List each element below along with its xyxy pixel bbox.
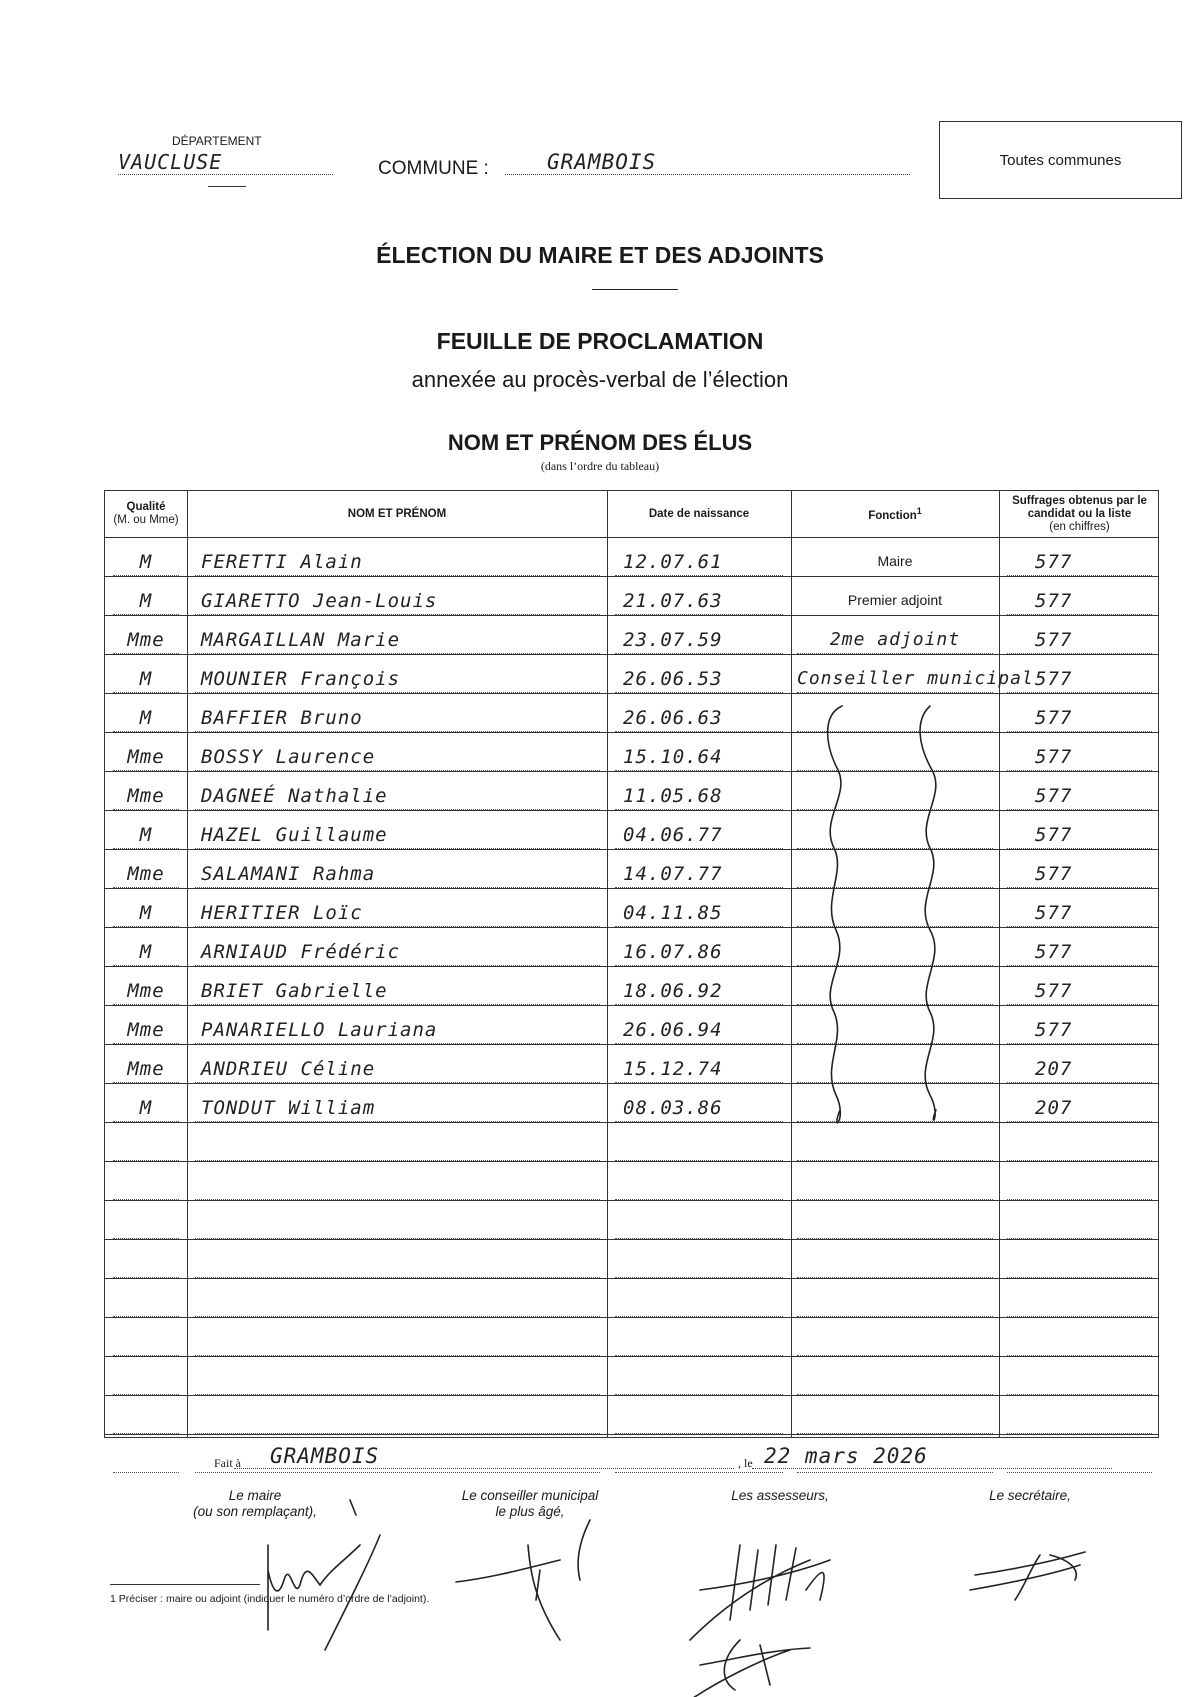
toutes-communes-label: Toutes communes	[999, 151, 1122, 169]
row-nom: DAGNEÉ Nathalie	[195, 783, 600, 810]
cell-qualite	[113, 1239, 179, 1278]
cell-suffrages	[1007, 654, 1152, 693]
row-fonction	[797, 1325, 993, 1356]
row-fonction	[797, 857, 993, 888]
row-fonction: Premier adjoint	[847, 592, 943, 608]
row-naissance: 15.10.64	[615, 744, 783, 771]
row-naissance	[615, 1134, 783, 1161]
row-fonction	[797, 779, 993, 810]
signature-maire-line2: (ou son remplaçant),	[193, 1504, 317, 1519]
row-naissance	[615, 1173, 783, 1200]
row-qualite: Mme	[113, 1056, 179, 1083]
cell-fonction	[797, 1122, 993, 1161]
fait-a-value: GRAMBOIS	[234, 1444, 734, 1469]
row-qualite: M	[113, 822, 179, 849]
row-suffrages: 577	[1007, 549, 1152, 576]
row-naissance	[615, 1290, 783, 1317]
signature-conseiller-line1: Le conseiller municipal	[461, 1488, 599, 1503]
row-qualite	[113, 1446, 179, 1473]
cell-nom	[195, 1200, 600, 1239]
row-nom	[195, 1134, 600, 1161]
cell-qualite	[113, 1317, 179, 1356]
row-qualite: M	[113, 549, 179, 576]
cell-nom	[195, 966, 600, 1005]
cell-nom	[195, 1161, 600, 1200]
cell-naissance	[615, 615, 783, 654]
cell-suffrages	[1007, 537, 1152, 576]
cell-naissance	[615, 1317, 783, 1356]
row-fonction	[797, 1364, 993, 1395]
row-fonction	[797, 1169, 993, 1200]
cell-naissance	[615, 1239, 783, 1278]
signature-secretaire-title: Le secrétaire,	[989, 1488, 1071, 1503]
row-suffrages	[1007, 1407, 1152, 1434]
row-naissance: 12.07.61	[615, 549, 783, 576]
cell-fonction	[797, 1239, 993, 1278]
row-suffrages: 577	[1007, 783, 1152, 810]
cell-nom	[195, 888, 600, 927]
cell-fonction	[797, 1395, 993, 1434]
col-divider	[187, 491, 188, 1437]
cell-qualite	[113, 1122, 179, 1161]
cell-fonction	[797, 966, 993, 1005]
row-naissance: 14.07.77	[615, 861, 783, 888]
row-fonction	[797, 935, 993, 966]
cell-naissance	[615, 1122, 783, 1161]
row-suffrages	[1007, 1290, 1152, 1317]
row-nom: HAZEL Guillaume	[195, 822, 600, 849]
cell-fonction	[797, 927, 993, 966]
cell-fonction	[797, 732, 993, 771]
row-naissance: 04.06.77	[615, 822, 783, 849]
cell-suffrages	[1007, 1122, 1152, 1161]
row-fonction	[797, 740, 993, 771]
row-qualite: M	[113, 588, 179, 615]
row-nom: BOSSY Laurence	[195, 744, 600, 771]
row-naissance: 08.03.86	[615, 1095, 783, 1122]
row-nom: FERETTI Alain	[195, 549, 600, 576]
cell-qualite	[113, 1161, 179, 1200]
cell-nom	[195, 654, 600, 693]
row-nom: TONDUT William	[195, 1095, 600, 1122]
row-naissance	[615, 1251, 783, 1278]
row-qualite	[113, 1290, 179, 1317]
row-nom: ARNIAUD Frédéric	[195, 939, 600, 966]
row-fonction	[797, 1052, 993, 1083]
cell-naissance	[615, 1044, 783, 1083]
fait-a-label: Fait à	[214, 1456, 241, 1470]
cell-naissance	[615, 1278, 783, 1317]
signature-assesseurs-mark	[690, 1545, 830, 1640]
cell-fonction	[797, 1317, 993, 1356]
cell-naissance	[615, 693, 783, 732]
cell-nom	[195, 615, 600, 654]
row-suffrages: 577	[1007, 939, 1152, 966]
cell-qualite	[113, 1083, 179, 1122]
cell-naissance	[615, 888, 783, 927]
row-fonction	[797, 818, 993, 849]
cell-suffrages	[1007, 615, 1152, 654]
cell-fonction	[797, 771, 993, 810]
row-qualite: M	[113, 705, 179, 732]
cell-qualite	[113, 1356, 179, 1395]
row-suffrages: 577	[1007, 900, 1152, 927]
header-fonction-label: Fonction	[868, 509, 917, 522]
row-suffrages: 577	[1007, 861, 1152, 888]
cell-naissance	[615, 927, 783, 966]
row-qualite: Mme	[113, 861, 179, 888]
row-qualite	[113, 1212, 179, 1239]
row-qualite	[113, 1134, 179, 1161]
header-qualite	[105, 491, 187, 537]
cell-qualite	[113, 1395, 179, 1434]
row-fonction	[797, 1286, 993, 1317]
row-qualite: M	[113, 900, 179, 927]
row-nom: GIARETTO Jean-Louis	[195, 588, 600, 615]
cell-qualite	[113, 927, 179, 966]
commune-label: COMMUNE :	[378, 158, 489, 179]
row-nom: MARGAILLAN Marie	[195, 627, 600, 654]
signature-secretaire-mark	[970, 1552, 1085, 1600]
header-suffrages-label: Suffrages obtenus par le candidat ou la liste	[1012, 494, 1147, 520]
cell-naissance	[615, 1356, 783, 1395]
cell-qualite	[113, 537, 179, 576]
row-qualite	[113, 1407, 179, 1434]
cell-naissance	[615, 732, 783, 771]
cell-qualite	[113, 654, 179, 693]
cell-naissance	[615, 654, 783, 693]
cell-naissance	[615, 1200, 783, 1239]
row-naissance	[615, 1407, 783, 1434]
cell-nom	[195, 810, 600, 849]
cell-qualite	[113, 732, 179, 771]
cell-fonction	[797, 1356, 993, 1395]
cell-suffrages	[1007, 966, 1152, 1005]
cell-qualite	[113, 849, 179, 888]
commune-value: GRAMBOIS	[505, 150, 910, 175]
header-nom	[187, 491, 607, 537]
cell-qualite	[113, 576, 179, 615]
row-nom: BAFFIER Bruno	[195, 705, 600, 732]
header-nom-label: NOM ET PRÉNOM	[347, 507, 447, 520]
cell-qualite	[113, 615, 179, 654]
cell-nom	[195, 927, 600, 966]
cell-naissance	[615, 966, 783, 1005]
row-naissance: 21.07.63	[615, 588, 783, 615]
row-suffrages: 577	[1007, 588, 1152, 615]
row-suffrages: 577	[1007, 822, 1152, 849]
row-nom: ANDRIEU Céline	[195, 1056, 600, 1083]
row-suffrages	[1007, 1251, 1152, 1278]
row-fonction	[797, 1013, 993, 1044]
cell-nom	[195, 537, 600, 576]
date-label: , le	[738, 1456, 753, 1470]
row-nom	[195, 1251, 600, 1278]
names-title: NOM ET PRÉNOM DES ÉLUS	[447, 430, 753, 455]
cell-fonction	[797, 654, 1034, 693]
header-fonction-sup: 1	[916, 506, 922, 517]
cell-fonction	[797, 1044, 993, 1083]
row-nom	[195, 1290, 600, 1317]
row-qualite: M	[113, 939, 179, 966]
footnote: 1 Préciser : maire ou adjoint (indiquer le numéro d’ordre de l’adjoint).	[110, 1593, 430, 1605]
cell-suffrages	[1007, 810, 1152, 849]
cell-qualite	[113, 966, 179, 1005]
cell-suffrages	[1007, 1356, 1152, 1395]
row-qualite: Mme	[113, 1017, 179, 1044]
cell-suffrages	[1007, 1317, 1152, 1356]
row-naissance: 11.05.68	[615, 783, 783, 810]
row-qualite: Mme	[113, 978, 179, 1005]
row-naissance: 04.11.85	[615, 900, 783, 927]
cell-fonction	[797, 693, 993, 732]
cell-suffrages	[1007, 732, 1152, 771]
signature-assesseurs-title: Les assesseurs,	[731, 1488, 829, 1503]
cell-qualite	[113, 1044, 179, 1083]
cell-suffrages	[1007, 1005, 1152, 1044]
row-suffrages: 207	[1007, 1095, 1152, 1122]
cell-suffrages	[1007, 849, 1152, 888]
header-naissance	[607, 491, 791, 537]
sheet-title: FEUILLE DE PROCLAMATION	[436, 328, 764, 354]
cell-nom	[195, 1239, 600, 1278]
cell-naissance	[615, 537, 783, 576]
row-nom	[195, 1212, 600, 1239]
cell-naissance	[615, 1083, 783, 1122]
cell-suffrages	[1007, 1395, 1152, 1434]
signature-conseiller-title	[425, 1488, 635, 1520]
row-fonction	[797, 1403, 993, 1434]
cell-fonction	[797, 537, 993, 576]
header-suffrages-sub: (en chiffres)	[1049, 520, 1110, 533]
signature-conseiller-mark	[456, 1520, 590, 1640]
cell-naissance	[615, 1161, 783, 1200]
row-fonction	[797, 896, 993, 927]
cell-suffrages	[1007, 1044, 1152, 1083]
cell-suffrages	[1007, 1239, 1152, 1278]
row-naissance: 26.06.53	[615, 666, 783, 693]
cell-nom	[195, 1044, 600, 1083]
row-qualite: M	[113, 1095, 179, 1122]
cell-naissance	[615, 1005, 783, 1044]
signature-maire-line1: Le maire	[228, 1488, 282, 1503]
row-fonction	[797, 1091, 993, 1122]
row-fonction	[797, 1247, 993, 1278]
row-suffrages: 577	[1007, 1017, 1152, 1044]
row-qualite	[113, 1251, 179, 1278]
row-naissance: 26.06.94	[615, 1017, 783, 1044]
row-fonction: 2me adjoint	[797, 627, 993, 654]
date-value: 22 mars 2026	[752, 1444, 1112, 1469]
row-fonction: Maire	[877, 553, 913, 569]
cell-suffrages	[1007, 1278, 1152, 1317]
cell-qualite	[113, 1434, 179, 1473]
row-nom: HERITIER Loïc	[195, 900, 600, 927]
row-nom	[195, 1329, 600, 1356]
cell-nom	[195, 693, 600, 732]
signature-assesseurs-mark-2	[690, 1640, 810, 1697]
cell-fonction	[797, 810, 993, 849]
cell-qualite	[113, 693, 179, 732]
row-nom: MOUNIER François	[195, 666, 600, 693]
row-qualite: Mme	[113, 783, 179, 810]
col-divider	[607, 491, 608, 1437]
cell-nom	[195, 1083, 600, 1122]
cell-suffrages	[1007, 771, 1152, 810]
row-suffrages	[1007, 1173, 1152, 1200]
row-fonction	[797, 1208, 993, 1239]
cell-nom	[195, 576, 600, 615]
cell-fonction	[797, 1083, 993, 1122]
row-naissance: 18.06.92	[615, 978, 783, 1005]
title-rule	[592, 289, 678, 290]
signature-maire-mark	[268, 1500, 380, 1650]
cell-qualite	[113, 1200, 179, 1239]
header-qualite-label: Qualité	[126, 501, 166, 513]
cell-qualite	[113, 810, 179, 849]
sheet-subtitle: annexée au procès-verbal de l’élection	[411, 367, 789, 392]
row-qualite	[113, 1173, 179, 1200]
cell-qualite	[113, 771, 179, 810]
cell-nom	[195, 1317, 600, 1356]
elus-table	[104, 490, 1159, 1438]
cell-fonction	[797, 1005, 993, 1044]
cell-qualite	[113, 888, 179, 927]
row-qualite	[113, 1329, 179, 1356]
cell-fonction	[797, 1161, 993, 1200]
header-qualite-sub: (M. ou Mme)	[113, 514, 179, 526]
row-naissance: 15.12.74	[615, 1056, 783, 1083]
row-fonction	[797, 1130, 993, 1161]
cell-qualite	[113, 1278, 179, 1317]
cell-fonction	[797, 1278, 993, 1317]
cell-suffrages	[1007, 1161, 1152, 1200]
cell-suffrages	[1007, 1083, 1152, 1122]
cell-nom	[195, 732, 600, 771]
signature-conseiller-line2: le plus âgé,	[495, 1504, 565, 1519]
col-divider	[999, 491, 1000, 1437]
row-naissance	[615, 1368, 783, 1395]
row-fonction: Conseiller municipal	[797, 666, 993, 693]
row-naissance	[615, 1329, 783, 1356]
cell-fonction	[797, 849, 993, 888]
cell-nom	[195, 771, 600, 810]
row-suffrages: 207	[1007, 1056, 1152, 1083]
cell-fonction	[797, 576, 993, 615]
cell-naissance	[615, 849, 783, 888]
header-suffrages	[999, 491, 1160, 537]
departement-underline	[208, 186, 246, 187]
names-note: (dans l’ordre du tableau)	[540, 459, 660, 473]
cell-fonction	[797, 615, 993, 654]
row-naissance: 16.07.86	[615, 939, 783, 966]
cell-qualite	[113, 1005, 179, 1044]
row-fonction	[797, 974, 993, 1005]
row-suffrages: 577	[1007, 705, 1152, 732]
row-suffrages	[1007, 1368, 1152, 1395]
signature-maire-title	[160, 1488, 350, 1520]
cell-nom	[195, 849, 600, 888]
row-suffrages	[1007, 1134, 1152, 1161]
cell-nom	[195, 1356, 600, 1395]
cell-suffrages	[1007, 693, 1152, 732]
row-suffrages	[1007, 1329, 1152, 1356]
row-naissance: 26.06.63	[615, 705, 783, 732]
cell-naissance	[615, 771, 783, 810]
departement-value: VAUCLUSE	[118, 150, 333, 175]
cell-suffrages	[1007, 888, 1152, 927]
footnote-rule	[110, 1584, 260, 1585]
main-title: ÉLECTION DU MAIRE ET DES ADJOINTS	[376, 242, 824, 268]
departement-label: DÉPARTEMENT	[172, 134, 262, 148]
toutes-communes-box	[939, 121, 1182, 199]
cell-suffrages	[1007, 927, 1152, 966]
cell-nom	[195, 1005, 600, 1044]
row-nom	[195, 1173, 600, 1200]
row-fonction	[797, 701, 993, 732]
header-naissance-label: Date de naissance	[648, 507, 750, 520]
row-suffrages: 577	[1007, 666, 1152, 693]
row-qualite	[113, 1368, 179, 1395]
row-qualite: Mme	[113, 627, 179, 654]
row-nom	[195, 1407, 600, 1434]
header-fonction	[791, 491, 999, 537]
row-suffrages: 577	[1007, 744, 1152, 771]
cell-naissance	[615, 810, 783, 849]
cell-suffrages	[1007, 1200, 1152, 1239]
cell-fonction	[797, 888, 993, 927]
cell-naissance	[615, 1395, 783, 1434]
cell-nom	[195, 1122, 600, 1161]
cell-nom	[195, 1278, 600, 1317]
cell-naissance	[615, 576, 783, 615]
row-naissance	[615, 1212, 783, 1239]
row-nom: BRIET Gabrielle	[195, 978, 600, 1005]
row-nom	[195, 1368, 600, 1395]
row-suffrages	[1007, 1212, 1152, 1239]
cell-fonction	[797, 1200, 993, 1239]
row-qualite: Mme	[113, 744, 179, 771]
col-divider	[791, 491, 792, 1437]
row-qualite: M	[113, 666, 179, 693]
cell-suffrages	[1007, 576, 1152, 615]
row-nom: PANARIELLO Lauriana	[195, 1017, 600, 1044]
row-nom: SALAMANI Rahma	[195, 861, 600, 888]
row-naissance: 23.07.59	[615, 627, 783, 654]
row-suffrages: 577	[1007, 978, 1152, 1005]
row-suffrages: 577	[1007, 627, 1152, 654]
cell-nom	[195, 1395, 600, 1434]
